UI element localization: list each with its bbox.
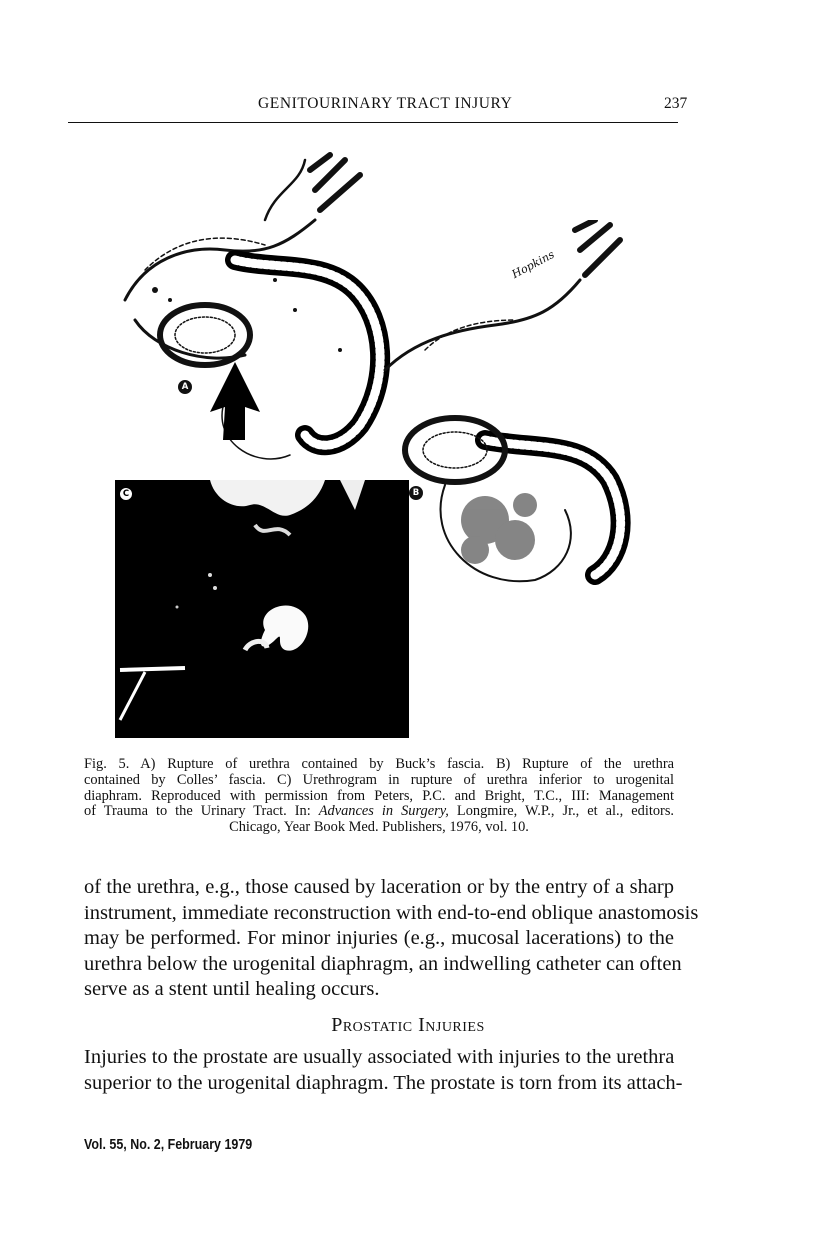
caption-line: Chicago, Year Book Med. Publishers, 1976, vol. 10.: [229, 819, 529, 836]
artist-signature: Hopkins: [509, 247, 557, 282]
running-header: [68, 90, 688, 123]
text-line: may be performed. For minor injuries (e.g., mucosal lacerations) to the: [84, 927, 674, 949]
section-heading-text: Prostatic Injuries: [331, 1014, 485, 1036]
caption-line: diaphram. Reproduced with permission from Peters, P.C. and Bright, T.C., III: Management: [84, 787, 674, 804]
caption-line: [84, 804, 674, 820]
journal-citation-footer: Vol. 55, No. 2, February 1979: [84, 1137, 253, 1153]
text-line: Injuries to the prostate are usually associated with injuries to the urethra: [84, 1046, 675, 1068]
caption-line: contained by Colles’ fascia. C) Urethrogram in rupture of urethra inferior to urogenital: [84, 771, 674, 788]
panel-c-marker: C: [119, 487, 133, 501]
panel-b-marker: B: [409, 486, 423, 500]
text-line: serve as a stent until healing occurs.: [84, 978, 380, 1000]
caption-text: Longmire, W.P., Jr., et al., editors.: [448, 803, 675, 820]
text-line: superior to the urogenital diaphragm. The prostate is torn from its attach-: [84, 1071, 683, 1094]
paragraph: [84, 1045, 683, 1096]
text-line: instrument, immediate reconstruction with end-to-end oblique anastomosis: [84, 901, 699, 924]
running-title: GENITOURINARY TRACT INJURY: [258, 95, 513, 112]
panel-a-marker: A: [178, 380, 192, 394]
illustration-panel-a: [115, 150, 405, 480]
page-number: 237: [664, 95, 688, 112]
urethrogram-image: [115, 480, 409, 738]
figure-caption: [84, 757, 674, 836]
urethrogram-radiograph: [115, 480, 409, 738]
figure-5: [115, 150, 645, 740]
text-line: of the urethra, e.g., those caused by laceration or by the entry of a sharp: [84, 876, 674, 898]
caption-line: Fig. 5. A) Rupture of urethra contained by Buck’s fascia. B) Rupture of the urethra: [84, 756, 674, 772]
text-line: urethra below the urogenital diaphragm, an indwelling catheter can often: [84, 952, 682, 975]
paragraph: [84, 875, 699, 1003]
journal-title: Advances in Surgery,: [318, 803, 449, 820]
section-heading: [0, 1014, 816, 1037]
caption-text: of Trauma to the Urinary Tract. In:: [84, 803, 319, 820]
